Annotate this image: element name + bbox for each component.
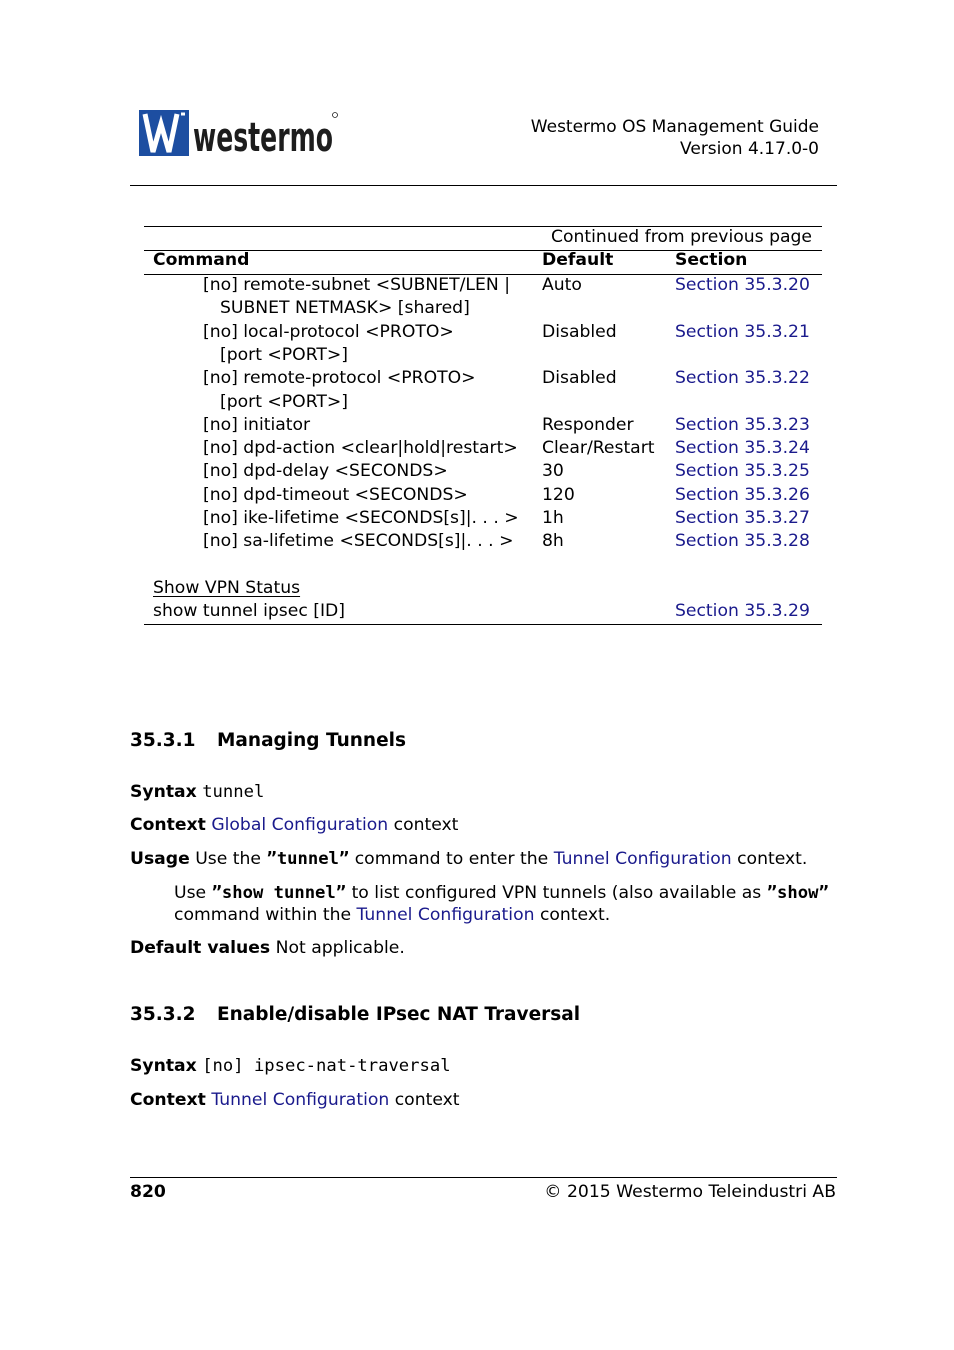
tunnel-configuration-link[interactable]: Tunnel Configuration: [356, 905, 535, 925]
header-rule: [130, 185, 837, 186]
usage-line: [130, 848, 807, 870]
table-row-default: 8h: [542, 531, 564, 551]
global-configuration-link[interactable]: Global Configuration: [211, 815, 389, 835]
section-link[interactable]: Section 35.3.25: [675, 461, 810, 481]
section-heading-nat-traversal: [130, 1004, 580, 1025]
table-row-command-cont: SUBNET NETMASK> [shared]: [220, 298, 470, 318]
table-row-default: Responder: [542, 415, 634, 435]
section-link[interactable]: Section 35.3.28: [675, 531, 810, 551]
context-line: [130, 1089, 460, 1111]
logo-text: westermo: [193, 115, 333, 161]
syntax-label: Syntax: [130, 782, 197, 802]
page-number: 820: [130, 1182, 166, 1202]
usage-command: ”show tunnel”: [211, 883, 347, 903]
table-row-command: [no] initiator: [203, 415, 311, 435]
section-link[interactable]: Section 35.3.27: [675, 508, 810, 528]
group-title-show-vpn-status: Show VPN Status: [153, 578, 301, 598]
guide-title: Westermo OS Management Guide: [530, 117, 819, 137]
usage-line-2: [174, 882, 829, 904]
table-bottom-rule: [144, 624, 822, 625]
section-link[interactable]: Section 35.3.24: [675, 438, 810, 458]
context-suffix: context: [389, 1090, 460, 1110]
table-row-default: Clear/Restart: [542, 438, 655, 458]
section-link[interactable]: Section 35.3.23: [675, 415, 810, 435]
default-values-label: Default values: [130, 938, 271, 958]
table-row-default: 1h: [542, 508, 564, 528]
section-number: 35.3.2: [130, 1004, 196, 1025]
usage-text: context.: [731, 849, 808, 869]
section-link[interactable]: Section 35.3.21: [675, 322, 810, 342]
usage-command: ”show”: [766, 883, 829, 903]
section-title: Enable/disable IPsec NAT Traversal: [217, 1004, 581, 1025]
section-heading-managing-tunnels: [130, 730, 406, 751]
usage-text: command within the: [174, 905, 357, 925]
table-row-default: Disabled: [542, 368, 617, 388]
col-header-command: Command: [153, 250, 250, 270]
table-row-default: Auto: [542, 275, 582, 295]
syntax-command: [no] ipsec-nat-traversal: [202, 1056, 451, 1076]
table-row-command: [no] ike-lifetime <SECONDS[s]|. . . >: [203, 508, 519, 528]
section-title: Managing Tunnels: [217, 730, 406, 751]
table-row-command: [no] dpd-action <clear|hold|restart>: [203, 438, 518, 458]
usage-text: Use: [174, 883, 212, 903]
table-row-default: Disabled: [542, 322, 617, 342]
syntax-command: tunnel: [202, 782, 265, 802]
table-row-command-cont: [port <PORT>]: [220, 345, 348, 365]
tunnel-configuration-link[interactable]: Tunnel Configuration: [211, 1090, 390, 1110]
westermo-logo: [139, 110, 339, 161]
table-row-command: [no] dpd-timeout <SECONDS>: [203, 485, 468, 505]
table-row-command: show tunnel ipsec [ID]: [153, 601, 345, 621]
usage-command: ”tunnel”: [266, 849, 350, 869]
usage-text: context.: [534, 905, 611, 925]
continued-label: Continued from previous page: [551, 227, 812, 247]
table-row-default: 30: [542, 461, 564, 481]
section-link[interactable]: Section 35.3.20: [675, 275, 810, 295]
guide-version: Version 4.17.0-0: [680, 139, 819, 159]
table-row-default: 120: [542, 485, 575, 505]
footer-rule: [130, 1177, 837, 1178]
table-row-command: [no] dpd-delay <SECONDS>: [203, 461, 448, 481]
section-link[interactable]: Section 35.3.22: [675, 368, 810, 388]
section-number: 35.3.1: [130, 730, 196, 751]
table-row-command: [no] sa-lifetime <SECONDS[s]|. . . >: [203, 531, 514, 551]
context-label: Context: [130, 1090, 206, 1110]
table-row-command-cont: [port <PORT>]: [220, 392, 348, 412]
usage-label: Usage: [130, 849, 190, 869]
context-label: Context: [130, 815, 206, 835]
context-line: [130, 814, 458, 836]
syntax-label: Syntax: [130, 1056, 197, 1076]
col-header-default: Default: [542, 250, 614, 270]
default-values-text: Not applicable.: [275, 938, 405, 958]
section-link[interactable]: Section 35.3.26: [675, 485, 810, 505]
tunnel-configuration-link[interactable]: Tunnel Configuration: [553, 849, 732, 869]
syntax-line: [130, 781, 264, 803]
col-header-section: Section: [675, 250, 748, 270]
table-row-command: [no] local-protocol <PROTO>: [203, 322, 454, 342]
table-row-command: [no] remote-protocol <PROTO>: [203, 368, 476, 388]
usage-text: Use the: [195, 849, 267, 869]
section-link[interactable]: Section 35.3.29: [675, 601, 810, 621]
syntax-line: [130, 1055, 451, 1077]
usage-text: to list configured VPN tunnels (also available as: [346, 883, 767, 903]
copyright: © 2015 Westermo Teleindustri AB: [544, 1182, 836, 1202]
default-values-line: [130, 937, 405, 959]
usage-text: command to enter the: [349, 849, 554, 869]
usage-line-3: [174, 904, 610, 926]
context-suffix: context: [388, 815, 459, 835]
table-row-command: [no] remote-subnet <SUBNET/LEN |: [203, 275, 510, 295]
